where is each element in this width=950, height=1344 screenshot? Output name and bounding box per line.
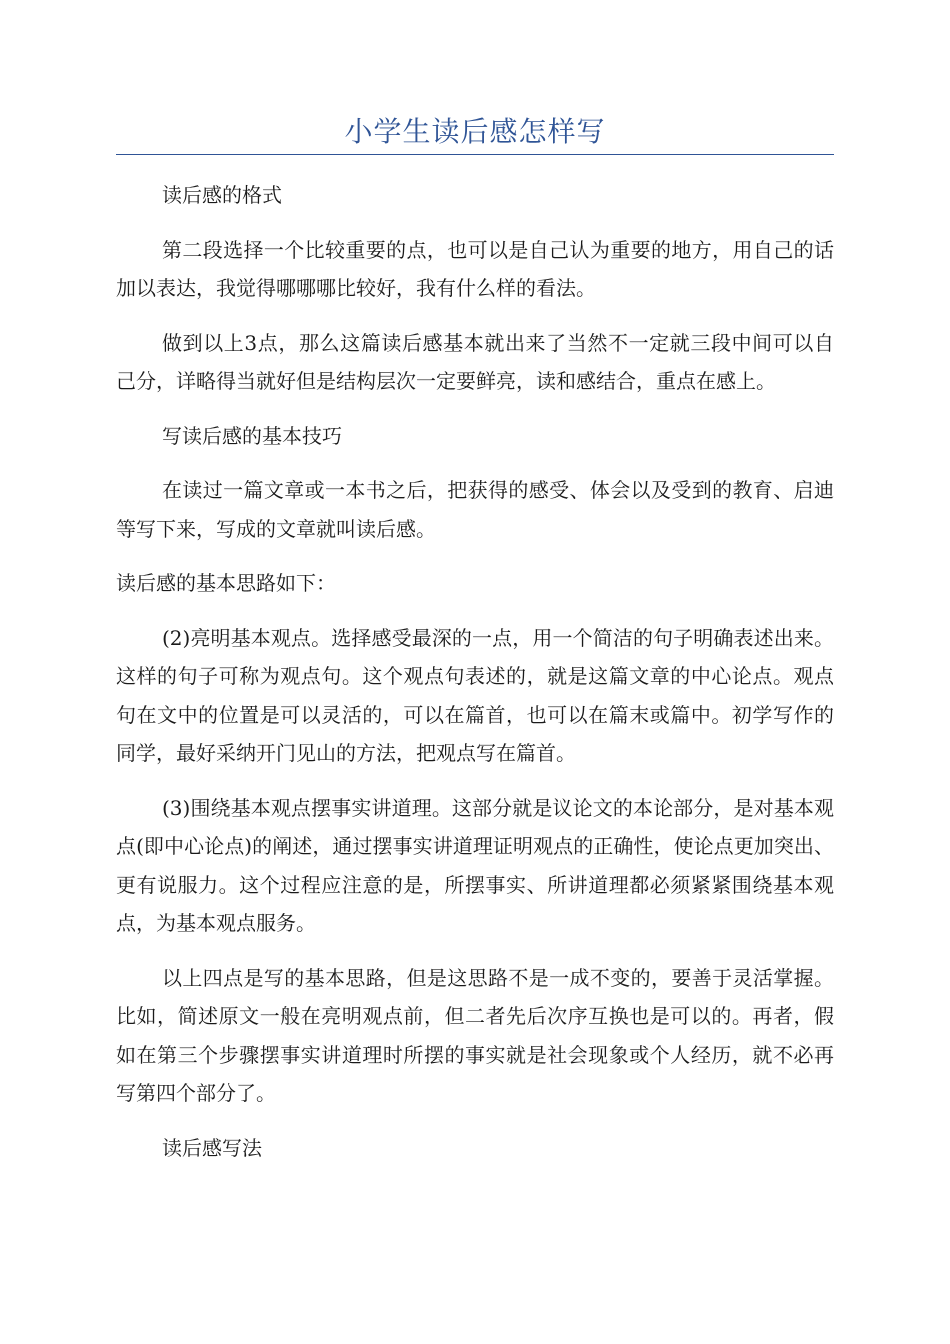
paragraph-approach-intro: 读后感的基本思路如下： <box>116 571 336 595</box>
paragraph-definition: 在读过一篇文章或一本书之后，把获得的感受、体会以及受到的教育、启迪等写下来，写成的文章就叫读后感。 <box>116 478 834 541</box>
paragraph-writing-heading: 读后感写法 <box>162 1135 262 1160</box>
paragraph-point-3: (3)围绕基本观点摆事实讲道理。这部分就是议论文的本论部分，是对基本观点(即中心论点)的阐述，通过摆事实讲道理证明观点的正确性，使论点更加突出、更有说服力。这个过程应注意的是，所摆事实、所讲道理都必须紧紧围绕基本观点，为基本观点服务。 <box>116 795 834 935</box>
paragraph-point-2: (2)亮明基本观点。选择感受最深的一点，用一个简洁的句子明确表述出来。这样的句子可称为观点句。这个观点句表述的，就是这篇文章的中心论点。观点句在文中的位置是可以灵活的，可以在篇首，也可以在篇末或篇中。初学写作的同学，最好采纳开门见山的方法，把观点写在篇首。 <box>116 625 834 765</box>
paragraph-techniques-heading: 写读后感的基本技巧 <box>162 423 342 448</box>
paragraph-format-heading: 读后感的格式 <box>162 183 282 207</box>
document-title: 小学生读后感怎样写 <box>344 115 606 148</box>
paragraph-summary: 以上四点是写的基本思路，但是这思路不是一成不变的，要善于灵活掌握。比如，简述原文一般在亮明观点前，但二者先后次序互换也是可以的。再者，假如在第三个步骤摆事实讲道理时所摆的事实就是社会现象或个人经历，就不必再写第四个部分了。 <box>116 965 834 1105</box>
paragraph-three-points: 做到以上3点，那么这篇读后感基本就出来了当然不一定就三段中间可以自己分，详略得当就好但是结构层次一定要鲜亮，读和感结合，重点在感上。 <box>116 330 834 393</box>
document-body <box>116 176 834 1183</box>
paragraph-second-section: 第二段选择一个比较重要的点，也可以是自己认为重要的地方，用自己的话加以表达，我觉得哪哪哪比较好，我有什么样的看法。 <box>116 237 834 300</box>
title-underline <box>116 154 834 155</box>
